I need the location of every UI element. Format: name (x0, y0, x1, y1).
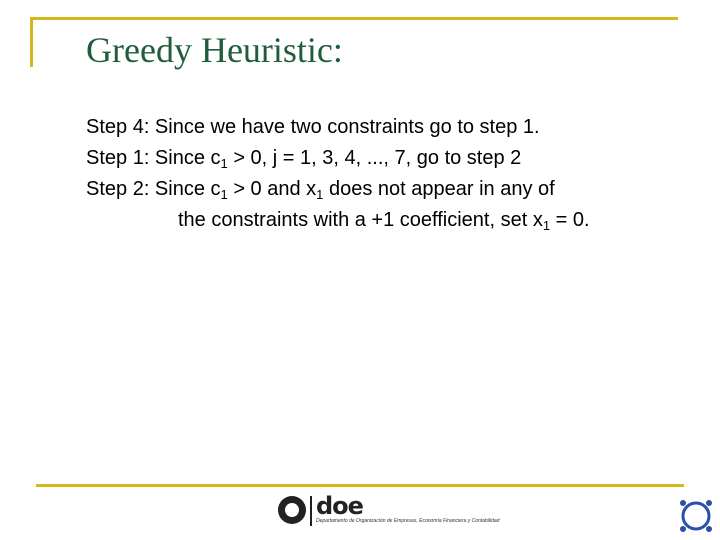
step-1-line: Step 1: Since $c_1 > 0$, j = 1, 3, 4, ..., 7, go to step 2 (86, 147, 522, 171)
logo-emblem-icon (278, 496, 306, 524)
slide-title: Greedy Heuristic: (86, 30, 343, 70)
step-2-continuation-line: the constraints with a +1 coefficient, set $x_1 = 0$. (178, 209, 590, 233)
top-rule (30, 17, 678, 20)
department-logo (278, 492, 518, 530)
corner-ornament-icon (676, 496, 716, 536)
logo-tagline: Departamento de Organización de Empresas, Economía Financiera y Contabilidad (316, 518, 500, 524)
logo-divider (310, 496, 312, 526)
bottom-rule (36, 484, 684, 487)
logo-wordmark: doe (316, 492, 363, 520)
step-4-line: Step 4: Since we have two constraints go to step 1. (86, 116, 540, 138)
left-rule (30, 17, 33, 67)
step-2-line: Step 2: Since $c_1 > 0$ and $x_1$ does not appear in any of (86, 178, 555, 202)
slide-body (86, 112, 696, 236)
